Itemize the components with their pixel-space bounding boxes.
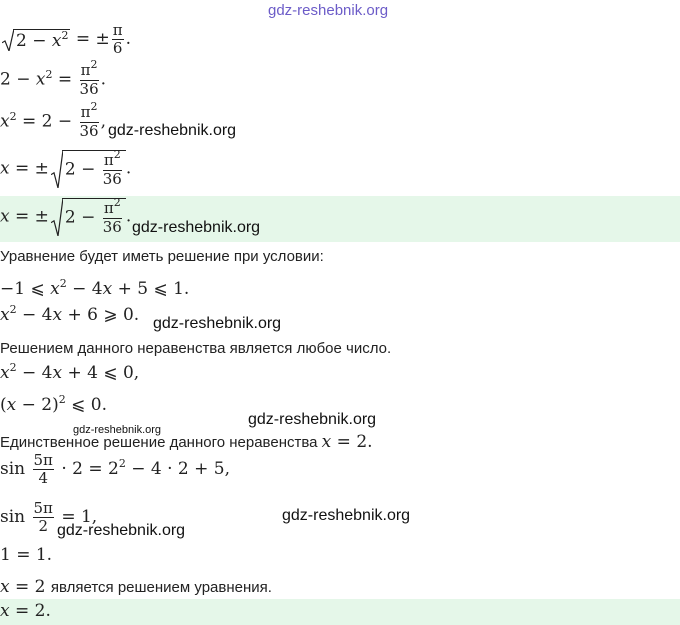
final-answer: x = 2. [0,601,51,621]
sqrt-radical: $2 - x^2$ [2,29,70,51]
equation-line-15: 1 = 1. [0,545,53,565]
equation-line-5-answer: x = ± 2 − $\frac{\pi^2}{36}$ . [0,196,132,236]
equation-line-8: $x^2 - 4x + 6$ ⩾ 0. [0,303,140,325]
equation-line-4: x = ± 2 − $\frac{\pi^2}{36}$ . [0,148,132,188]
watermark-small: gdz-reshebnik.org [73,424,162,436]
answer-highlight-2 [0,599,680,625]
equation-line-7: −1 ⩽ $x^2 - 4x + 5$ ⩽ 1. [0,277,190,299]
watermark: gdz-reshebnik.org [108,122,237,139]
equation-line-2: $2 - x^2$ = $\frac{\pi^2}{36}$ . [0,58,107,98]
watermark: gdz-reshebnik.org [153,315,282,332]
watermark: gdz-reshebnik.org [57,522,186,539]
solution-any-text: Решением данного неравенства является любое число. [0,340,392,357]
equation-line-14: sin $\frac{5\pi}{2}$ = 1, [0,499,98,535]
equation-line-1: $2 - x^2$ = ± $\frac{\pi}{6}$ . [0,22,131,57]
unique-solution-text: Единственное решение данного неравенства x = 2. [0,432,373,452]
equation-line-10: $x^2 - 4x + 4$ ⩽ 0, [0,361,140,383]
watermark-top: gdz-reshebnik.org [268,2,389,19]
equation-line-13: sin $\frac{5\pi}{4}$ · $2 = 2^2 - 4 \cdot 2 + 5$, [0,451,230,487]
equation-line-11: $(x - 2)^2$ ⩽ 0. [0,393,108,415]
condition-text: Уравнение будет иметь решение при условии: [0,248,324,265]
watermark: gdz-reshebnik.org [282,507,411,524]
watermark: gdz-reshebnik.org [248,411,377,428]
equation-line-3: $x^2 = 2$ − $\frac{\pi^2}{36}$ , [0,100,107,140]
watermark: gdz-reshebnik.org [132,219,261,236]
is-solution-line: x = 2 является решением уравнения. [0,577,272,597]
